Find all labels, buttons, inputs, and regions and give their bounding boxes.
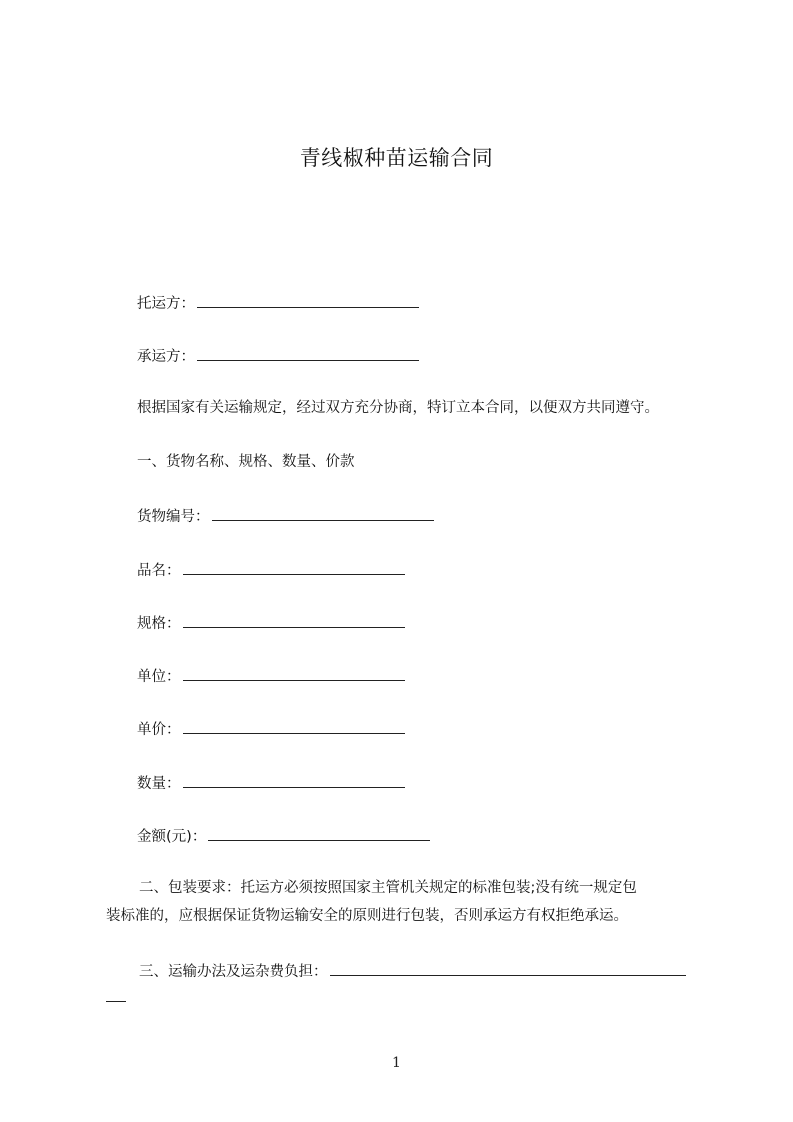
- unit-blank: [183, 665, 405, 681]
- section3-line: [139, 960, 686, 982]
- spec-line: [137, 612, 405, 634]
- carrier-line: [137, 345, 419, 367]
- quantity-blank: [183, 772, 405, 788]
- section1-heading: 一、货物名称、规格、数量、价款: [137, 454, 355, 470]
- section3-blank-continued: [106, 986, 126, 1002]
- unit-label: 单位：: [137, 669, 181, 685]
- product-name-line: [137, 559, 405, 581]
- spec-blank: [183, 612, 405, 628]
- shipper-line: [137, 292, 419, 314]
- amount-label: 金额(元)：: [137, 829, 207, 845]
- document-title: 青线椒种苗运输合同: [299, 146, 494, 170]
- page-number: 1: [392, 1055, 401, 1071]
- spec-label: 规格：: [137, 616, 181, 632]
- section3-blank: [330, 960, 686, 976]
- goods-no-blank: [212, 505, 434, 521]
- section2-line2: 装标准的，应根据保证货物运输安全的原则进行包装，否则承运方有权拒绝承运。: [106, 908, 628, 924]
- unit-price-label: 单价：: [137, 722, 181, 738]
- intro-paragraph: 根据国家有关运输规定，经过双方充分协商，特订立本合同，以便双方共同遵守。: [137, 400, 659, 416]
- carrier-blank: [197, 345, 419, 361]
- goods-no-line: [137, 505, 434, 527]
- carrier-label: 承运方：: [137, 349, 195, 365]
- product-name-label: 品名：: [137, 563, 181, 579]
- goods-no-label: 货物编号：: [137, 509, 210, 525]
- unit-line: [137, 665, 405, 687]
- quantity-line: [137, 772, 405, 794]
- amount-blank: [208, 825, 430, 841]
- unit-price-line: [137, 718, 405, 740]
- shipper-blank: [197, 292, 419, 308]
- section3-label: 三、运输办法及运杂费负担：: [139, 964, 328, 980]
- unit-price-blank: [183, 718, 405, 734]
- section3-continuation: [106, 986, 126, 1008]
- section2-line1: 二、包装要求：托运方必须按照国家主管机关规定的标准包装;没有统一规定包: [139, 880, 637, 896]
- amount-line: [137, 825, 430, 847]
- quantity-label: 数量：: [137, 776, 181, 792]
- shipper-label: 托运方：: [137, 296, 195, 312]
- product-name-blank: [183, 559, 405, 575]
